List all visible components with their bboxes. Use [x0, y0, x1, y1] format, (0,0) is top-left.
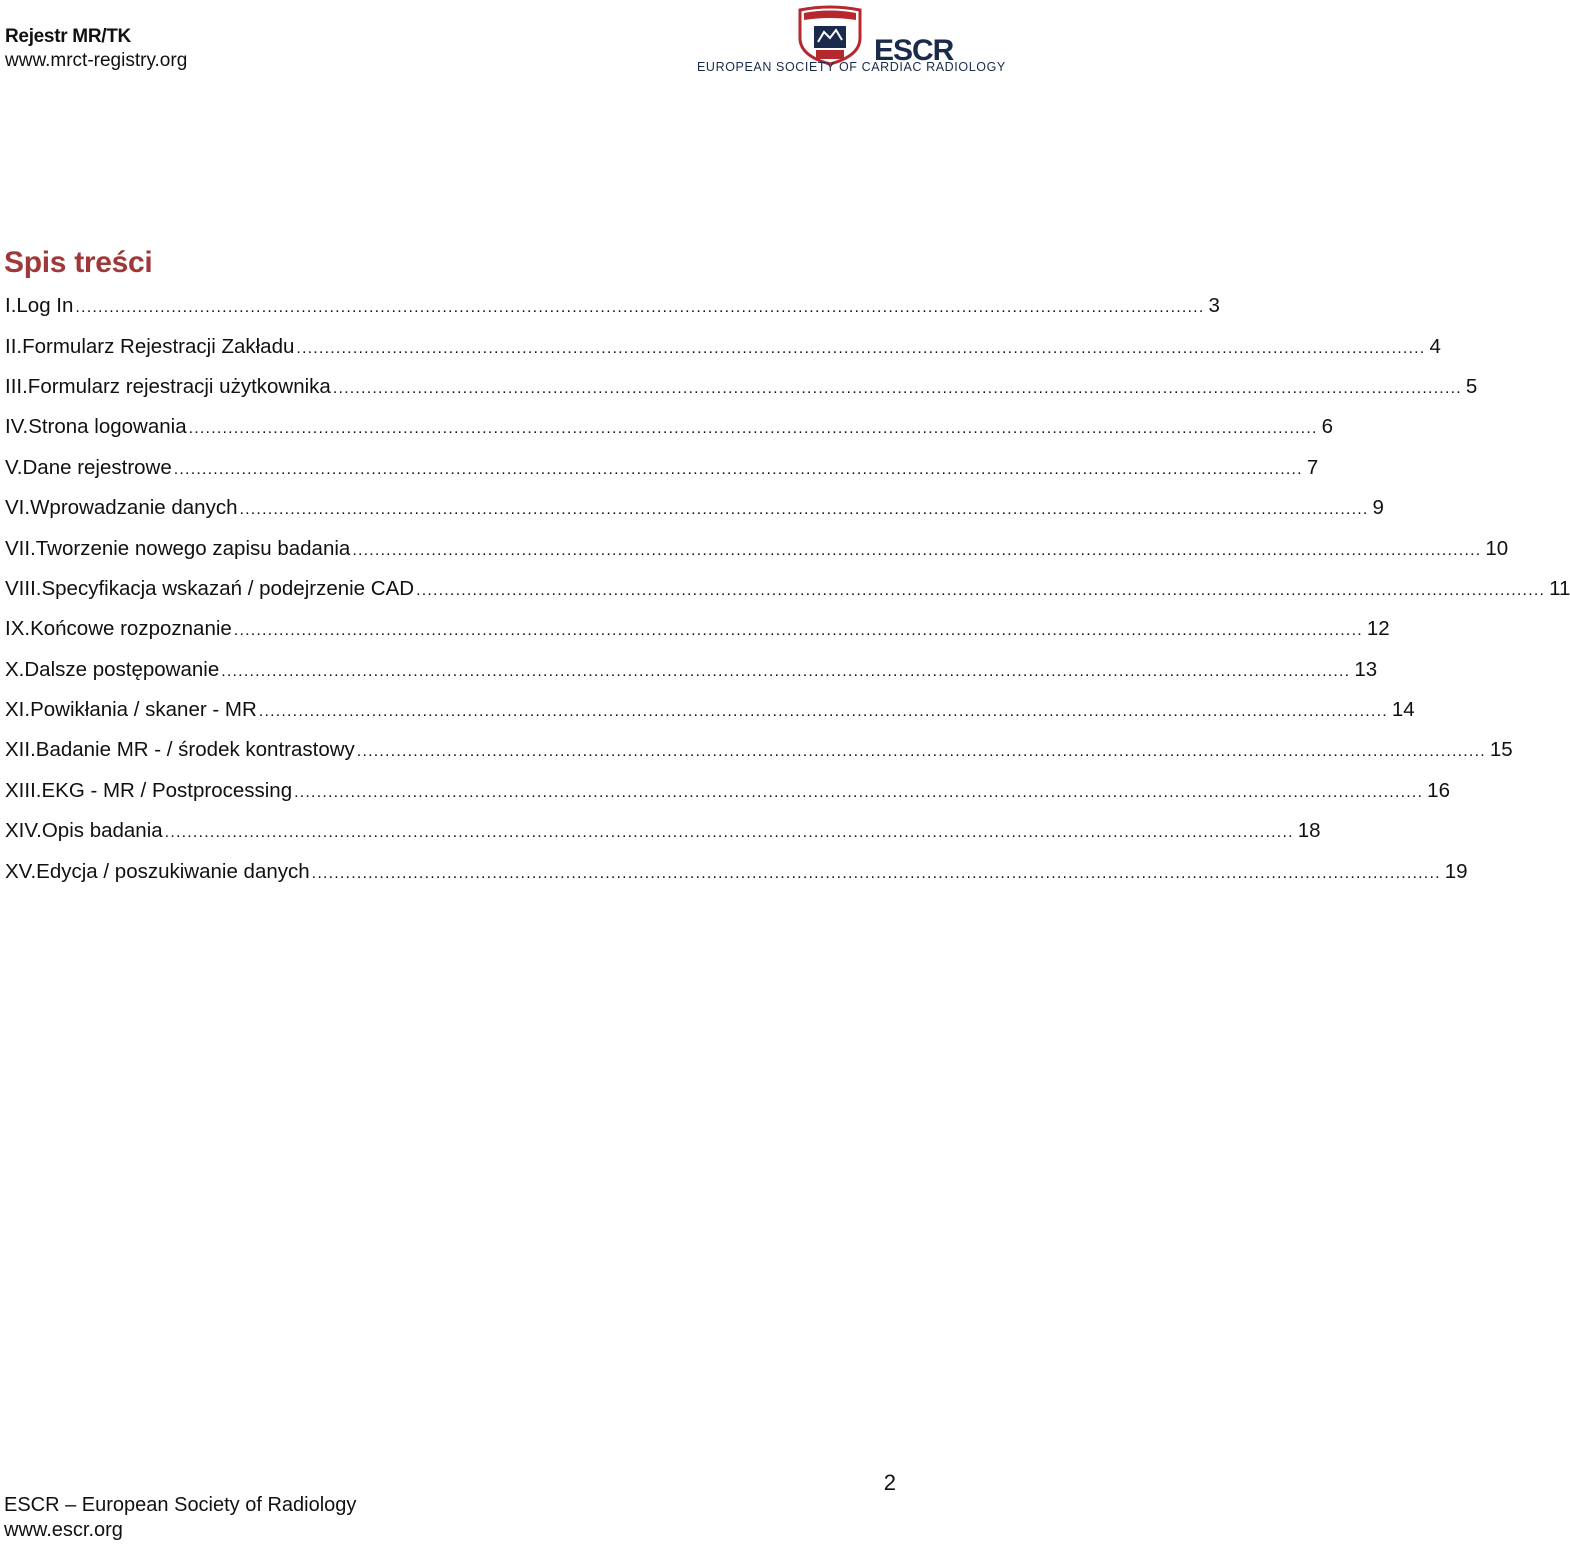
toc-entry-title: Formularz Rejestracji Zakładu — [22, 334, 295, 358]
toc-entry-page: 12 — [1366, 617, 1390, 641]
toc-entry[interactable] — [5, 650, 1378, 690]
toc-entry[interactable] — [5, 286, 1220, 326]
toc-entry[interactable] — [5, 488, 1384, 528]
toc-entry-number: XIII. — [5, 778, 42, 802]
toc-entry-number: VII. — [5, 536, 36, 560]
toc-entry[interactable] — [5, 730, 1513, 770]
toc-entry-page: 3 — [1208, 294, 1220, 318]
toc-entry[interactable] — [5, 528, 1509, 568]
toc-entry[interactable] — [5, 609, 1390, 649]
toc-dot-leader: ........................................................................................................................................................................................................ — [332, 379, 1462, 397]
toc-entry-number: IX. — [5, 617, 31, 641]
footer-organization: ESCR – European Society of Radiology — [4, 1494, 357, 1516]
toc-dot-leader: ........................................................................................................................................................................................................ — [296, 339, 1426, 357]
toc-title: Spis treści — [4, 246, 153, 279]
table-of-contents — [5, 286, 1570, 892]
toc-entry-page: 13 — [1354, 657, 1378, 681]
toc-entry-title: EKG - MR / Postprocessing — [41, 778, 293, 802]
logo-abbreviation: ESCR — [874, 34, 954, 67]
toc-entry-page: 18 — [1297, 819, 1321, 843]
toc-entry-number: XII. — [5, 738, 36, 762]
toc-entry[interactable] — [5, 326, 1441, 366]
toc-entry-number: XI. — [5, 698, 31, 722]
toc-dot-leader: ........................................................................................................................................................................................................ — [294, 783, 1424, 801]
toc-entry-page: 10 — [1485, 536, 1509, 560]
toc-entry-title: Badanie MR - / środek kontrastowy — [35, 738, 355, 762]
toc-dot-leader: ........................................................................................................................................................................................................ — [233, 622, 1363, 640]
document-header — [5, 26, 187, 72]
toc-entry-page: 6 — [1321, 415, 1334, 439]
toc-entry-number: VIII. — [5, 576, 42, 600]
toc-dot-leader: ........................................................................................................................................................................................................ — [75, 299, 1205, 317]
toc-entry-number: XV. — [5, 859, 37, 883]
toc-dot-leader: ........................................................................................................................................................................................................ — [356, 743, 1486, 761]
toc-entry-number: I. — [5, 294, 17, 318]
toc-entry-title: Log In — [16, 294, 74, 318]
toc-entry-page: 11 — [1549, 576, 1570, 600]
toc-dot-leader: ........................................................................................................................................................................................................ — [239, 501, 1369, 519]
toc-dot-leader: ........................................................................................................................................................................................................ — [416, 581, 1546, 599]
footer-url: www.escr.org — [4, 1519, 123, 1541]
toc-entry-page: 16 — [1427, 778, 1450, 802]
toc-entry-page: 15 — [1489, 738, 1513, 762]
toc-entry-page: 14 — [1391, 698, 1415, 722]
toc-entry-number: X. — [5, 657, 25, 681]
toc-dot-leader: ........................................................................................................................................................................................................ — [352, 541, 1482, 559]
toc-entry[interactable] — [5, 690, 1415, 730]
document-footer — [4, 1493, 356, 1543]
toc-entry-title: Edycja / poszukiwanie danych — [36, 859, 310, 883]
header-url: www.mrct-registry.org — [5, 50, 188, 71]
toc-entry-page: 19 — [1444, 859, 1468, 883]
toc-entry-number: VI. — [5, 496, 31, 520]
toc-entry-page: 4 — [1429, 334, 1441, 358]
toc-entry-number: V. — [5, 455, 23, 479]
toc-entry[interactable] — [5, 851, 1468, 891]
logo-caption: EUROPEAN SOCIETY OF CARDIAC RADIOLOGY — [697, 60, 1006, 74]
page-number: 2 — [883, 1470, 896, 1495]
toc-entry-title: Tworzenie nowego zapisu badania — [35, 536, 351, 560]
toc-dot-leader: ........................................................................................................................................................................................................ — [311, 864, 1441, 882]
toc-entry[interactable] — [5, 448, 1319, 488]
toc-entry-title: Dalsze postępowanie — [24, 657, 220, 681]
toc-entry-title: Strona logowania — [28, 415, 187, 439]
escr-shield-icon — [794, 6, 866, 66]
toc-entry-title: Opis badania — [41, 819, 163, 843]
toc-entry-title: Dane rejestrowe — [22, 455, 172, 479]
toc-entry-number: II. — [5, 334, 23, 358]
toc-dot-leader: ........................................................................................................................................................................................................ — [173, 460, 1303, 478]
toc-entry-number: XIV. — [5, 819, 42, 843]
escr-logo — [694, 6, 1006, 76]
header-title: Rejestr MR/TK — [5, 26, 131, 47]
toc-entry[interactable] — [5, 811, 1321, 851]
toc-entry-title: Specyfikacja wskazań / podejrzenie CAD — [41, 576, 415, 600]
toc-entry-title: Wprowadzanie danych — [30, 496, 238, 520]
toc-entry[interactable] — [5, 367, 1478, 407]
toc-entry[interactable] — [5, 771, 1450, 811]
toc-entry-title: Powikłania / skaner - MR — [30, 698, 257, 722]
toc-dot-leader: ........................................................................................................................................................................................................ — [221, 662, 1351, 680]
toc-dot-leader: ........................................................................................................................................................................................................ — [164, 824, 1294, 842]
toc-entry-number: IV. — [5, 415, 29, 439]
toc-entry-title: Końcowe rozpoznanie — [30, 617, 232, 641]
toc-dot-leader: ........................................................................................................................................................................................................ — [188, 420, 1318, 438]
toc-entry[interactable] — [5, 569, 1570, 609]
toc-entry-title: Formularz rejestracji użytkownika — [27, 374, 331, 398]
toc-entry-number: III. — [5, 374, 28, 398]
toc-entry-page: 7 — [1306, 455, 1319, 479]
toc-entry[interactable] — [5, 407, 1334, 447]
toc-entry-page: 9 — [1372, 496, 1384, 520]
toc-dot-leader: ........................................................................................................................................................................................................ — [258, 703, 1388, 721]
toc-entry-page: 5 — [1465, 374, 1478, 398]
